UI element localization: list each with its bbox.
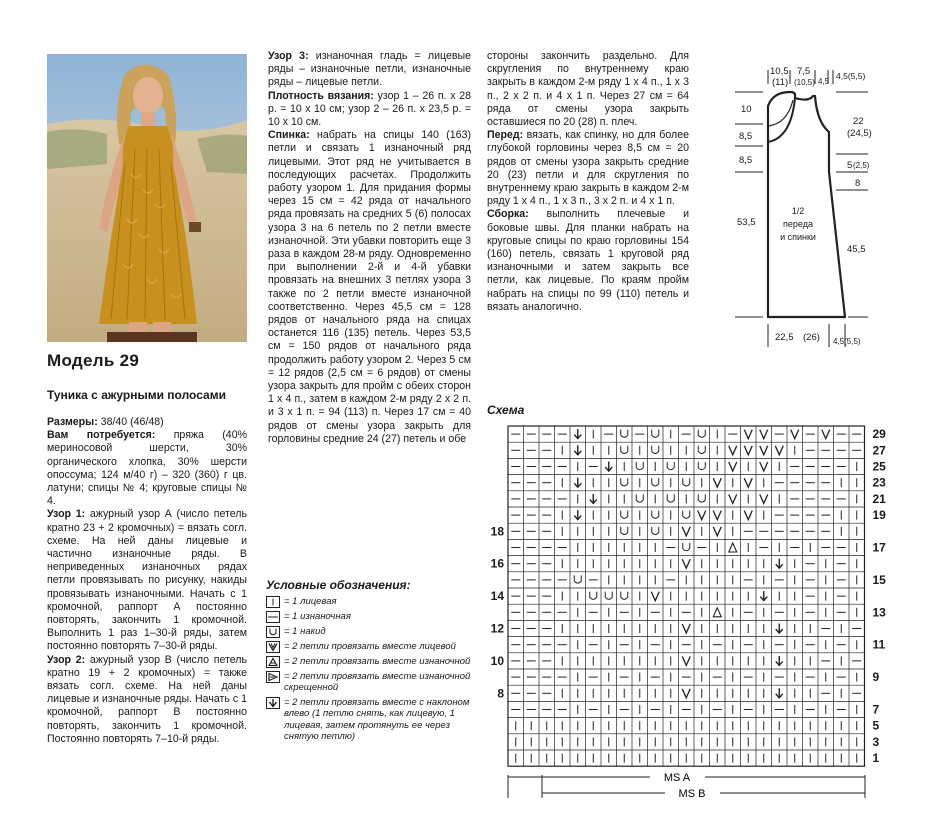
- dim-bottom-side: 4,5(5,5): [833, 337, 861, 346]
- dim-left-1: 10: [741, 104, 752, 115]
- center-label-3: и спинки: [780, 232, 816, 242]
- dim-bottom-width-alt: (26): [803, 332, 820, 343]
- ms-b-label: MS B: [678, 788, 706, 800]
- row-number-left: 14: [490, 589, 504, 604]
- dim-left-3: 8,5: [739, 155, 753, 166]
- dim-bottom-width: 22,5: [775, 332, 794, 343]
- row-number-right: 3: [872, 734, 880, 749]
- row-number-right: 1: [872, 751, 880, 766]
- p2tog-symbol-icon: [266, 656, 280, 668]
- legend-item-p2tog: = 2 петли провязать вместе изнаночной: [266, 656, 476, 668]
- row-number-left: 10: [490, 653, 504, 668]
- row-number-right: 19: [872, 508, 886, 523]
- p2tog-tbl-symbol-icon: [266, 671, 280, 683]
- row-number-left: 8: [497, 686, 504, 701]
- paragraph-sizes: Размеры: 38/40 (46/48): [47, 416, 164, 428]
- dim-left-2: 8,5: [739, 131, 753, 142]
- legend-item-k2tog: = 2 петли провязать вместе лицевой: [266, 641, 476, 653]
- schema-title: Схема: [487, 403, 525, 417]
- paragraph-front: Перед: вязать, как спинку, но для более глубокой горловины через 8,5 см = 20 рядов от смены узора закрыть средние 20 (23) петли и для скругления по внутреннему краю закрыть в каждом 2-м ряду 1 x 4 п., 1 x 3 п., 3 x 2 п. и 4 x 1 п.: [487, 129, 689, 208]
- legend-item-knit: = 1 лицевая: [266, 596, 476, 608]
- dim-top-side: 4,5(5,5): [836, 71, 866, 81]
- row-number-right: 9: [872, 670, 880, 685]
- dim-top-neck-alt: (11): [772, 77, 789, 88]
- row-number-right: 13: [872, 605, 886, 620]
- center-label-2: переда: [783, 219, 813, 229]
- purl-symbol-icon: [266, 611, 280, 623]
- dim-right-3: 8: [855, 178, 861, 189]
- center-label-1: 1/2: [791, 206, 805, 216]
- legend-title: Условные обозначения:: [266, 578, 411, 592]
- ssk-symbol-icon: [266, 697, 280, 709]
- model-subtitle: Туника с ажурными полосами: [47, 388, 226, 402]
- row-number-right: 17: [872, 540, 886, 555]
- legend-item-p2tog-tbl: = 2 петли провязать вместе изнаночной скрещенной: [266, 671, 476, 694]
- row-number-right: 21: [872, 491, 886, 506]
- dim-top-armhole: 4,5: [818, 77, 830, 86]
- dim-left-4: 53,5: [737, 217, 756, 228]
- paragraph-assembly: Сборка: выполнить плечевые и боковые швы. Для планки набрать на круговые спицы по краю горловины 154 (160) петель, связать 1 круговой ряд изнаночными и затем закрыть все петли, как лицевые. По краям пройм набрать на спицы по 99 (110) петель и вязать аналогично.: [487, 208, 689, 313]
- knitting-chart: [490, 420, 910, 805]
- paragraph-pattern-3: Узор 3: изнаночная гладь = лицевые ряды – изнаночные петли, изнаночные ряды – лицевые петли.: [268, 50, 471, 89]
- legend-item-ssk: = 2 петли провязать вместе с наклоном влево (1 петлю снять, как лицевую, 1 лицевая, затем протянуть ее через снятую петлю): [266, 697, 476, 743]
- legend-item-yarn-over: = 1 накид: [266, 626, 476, 638]
- paragraph-gauge: Плотность вязания: узор 1 – 26 п. x 28 р. = 10 x 10 см; узор 2 – 26 п. x 23,5 р. = 10 x 10 см.: [268, 89, 472, 129]
- row-number-left: 18: [490, 524, 504, 539]
- row-number-right: 5: [872, 718, 880, 733]
- row-number-right: 7: [872, 702, 880, 717]
- k2tog-symbol-icon: [266, 641, 280, 653]
- model-title: Модель 29: [47, 351, 140, 370]
- legend-item-purl: = 1 изнаночная: [266, 611, 476, 623]
- paragraph-back-continued: стороны закончить раздельно. Для скругления по внутреннему краю закрыть в каждом 2-м ряду 1 x 4 п., 1 x 3 п., 2 x 2 п. и 4 x 1 п. Через 27 см = 64 ряда от смены узора закрыть оставшиеся по 20 (28) п. плеч.: [487, 50, 689, 129]
- dim-top-neck: 10,5: [770, 66, 789, 77]
- chart-repeat-brackets: [508, 772, 865, 800]
- ms-a-label: MS A: [663, 772, 691, 784]
- model-photo: [47, 54, 247, 342]
- dim-top-shoulder: 7,5: [797, 66, 811, 77]
- symbol-legend: [266, 580, 476, 746]
- row-number-right: 25: [872, 459, 886, 474]
- paragraph-back: Спинка: набрать на спицы 140 (163) петли и связать 1 изнаночный ряд лицевыми. Этот ряд не учитывается в последующих расчетах. Продолжить работу узором 1. Для придания формы через 15 см = 42 ряда от начального ряда провязать на средних 5 (6) полосах узора 3 на 6 петель по 2 петли вместе изнаночной. Эти убавки повторить еще 3 раза в каждом 28-м ряду. Одновременно при выполнении 2-й и 4-й убавки провязать на внешних 3 петлях узора 3 также по 2 петли вместе изнаночной соответственно. Через 45,5 см = 128 рядов от начального ряда на спицах останется 116 (135) петель. Через 53,5 см = 150 рядов от начального ряда продолжить работу узором 2. Через 5 см = 12 рядов (2,5 см = 6 рядов) от смены узора закрыть для пройм с обеих сторон 1 x 4 п., затем в каждом 2-м ряду 2 x 2 п. и 3 x 1 п. = 94 (113) п. Через 17 см = 40 рядов от смены узора закрыть для горловины средние 24 (27) петель и обе: [268, 129, 471, 445]
- knit-symbol-icon: [266, 596, 280, 608]
- dim-right-2: 5: [847, 160, 853, 171]
- paragraph-pattern-1: Узор 1: ажурный узор А (число петель кратно 23 + 2 кромочных) = вязать согл. схеме. На ней даны лицевые и частично изнаночные ряды. В неприведенных изнаночных рядах петли провязывать по рисунку, накиды провязывать изнаночными. Начать с 1 кромочной, раппорт А постоянно повторять, закончить 1 кромочной. Выполнить 1 раз 1–30-й ряды, затем постоянно повторять 7–30-й ряды.: [47, 508, 247, 653]
- instructions-column-3: [487, 50, 689, 314]
- row-number-right: 23: [872, 475, 886, 490]
- instructions-column-1: [47, 416, 247, 746]
- tunic-photo-illustration: [47, 54, 247, 342]
- dim-top-shoulder-alt: (10,5): [794, 78, 815, 87]
- paragraph-pattern-2: Узор 2: ажурный узор В (число петель кратно 19 + 2 кромочных) = также вязать согл. схеме. На ней даны лицевые и изнаночные ряды. Начать с 1 кромочной, раппорт В постоянно повторять, закончить 1 кромочной. Постоянно повторять 7–10-й ряды.: [47, 653, 247, 745]
- yarn-over-symbol-icon: [266, 626, 280, 638]
- instructions-column-2: [268, 50, 471, 446]
- dim-right-1-alt: (24,5): [847, 128, 872, 139]
- paragraph-materials: Вам потребуется: пряжа (40% мериносовой шерсти, 30% органического хлопка, 30% шерсти опоссума; 124 м/40 г) – 320 (360) г цв. латуни; спицы № 4; круговые спицы № 4.: [47, 429, 248, 508]
- dim-right-1: 22: [853, 116, 864, 127]
- row-number-left: 12: [490, 621, 504, 636]
- garment-schematic: [733, 62, 873, 352]
- row-number-right: 29: [872, 427, 886, 442]
- row-number-left: 16: [490, 556, 504, 571]
- dim-right-2-alt: (2,5): [853, 161, 870, 170]
- dim-right-4: 45,5: [847, 244, 866, 255]
- row-number-right: 27: [872, 443, 886, 458]
- row-number-right: 15: [872, 572, 886, 587]
- row-number-right: 11: [872, 637, 886, 652]
